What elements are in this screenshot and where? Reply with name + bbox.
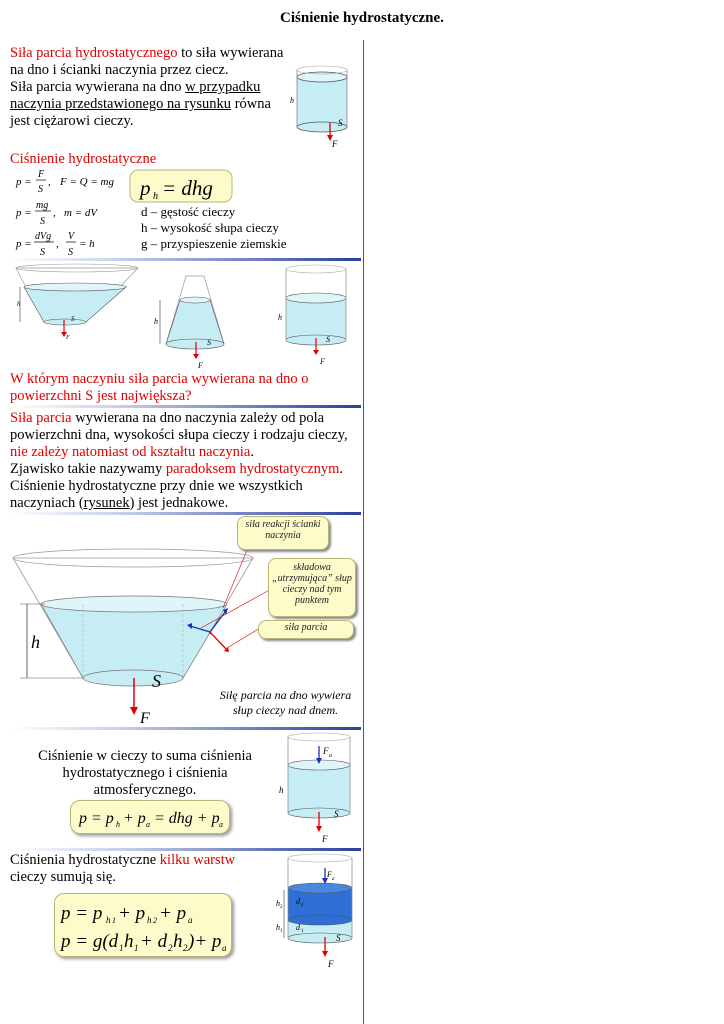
svg-text:h: h xyxy=(278,313,282,322)
svg-text:= dhg: = dhg xyxy=(162,176,213,200)
svg-text:d: d xyxy=(296,897,300,906)
question-line: powierzchni S jest największa? xyxy=(10,388,192,404)
definition-g: g – przyspieszenie ziemskie xyxy=(141,236,287,251)
svg-text:F: F xyxy=(198,361,203,370)
svg-text:h: h xyxy=(147,915,152,925)
svg-text:a: a xyxy=(188,915,193,925)
svg-text:p = p: p = p xyxy=(61,903,103,924)
section-paradoks xyxy=(10,410,365,512)
svg-text:a: a xyxy=(332,877,335,882)
heading-cisnienie: Ciśnienie hydrostatyczne xyxy=(10,151,157,167)
svg-text:+ p: + p xyxy=(118,903,146,924)
label-S: S xyxy=(152,671,161,691)
text: ) jest jednakowe. xyxy=(129,495,229,511)
svg-text:F: F xyxy=(323,746,329,756)
svg-text:h: h xyxy=(153,191,158,202)
underlined-text: w przypadku xyxy=(185,79,261,95)
text: Siła parcia wywierana na dno xyxy=(10,79,186,95)
svg-text:p = p: p = p xyxy=(79,810,114,827)
svg-text:h: h xyxy=(173,931,183,952)
callout-vertical-component: składowa „utrzymująca” słup cieczy nad tym punktem xyxy=(268,558,356,617)
svg-text:1: 1 xyxy=(134,943,139,953)
svg-text:h: h xyxy=(154,317,158,326)
svg-text:F: F xyxy=(66,335,70,341)
definition-h: h – wysokość słupa cieczy xyxy=(141,220,279,235)
svg-text:S: S xyxy=(68,247,73,258)
svg-text:2: 2 xyxy=(168,943,173,953)
svg-text:2: 2 xyxy=(183,943,188,953)
svg-text:V: V xyxy=(68,231,75,242)
svg-text:1: 1 xyxy=(280,929,283,934)
svg-text:a: a xyxy=(222,943,227,953)
svg-text:h: h xyxy=(17,300,21,308)
text: Ciśnienie w cieczy to suma ciśnienia xyxy=(38,748,252,764)
svg-text:a: a xyxy=(219,820,223,829)
red-term: Siła parcia xyxy=(10,410,72,426)
callout-reaction-force: siła reakcji ścianki naczynia xyxy=(237,516,329,550)
svg-text:a: a xyxy=(329,753,332,759)
underlined-text: rysunek xyxy=(83,495,130,511)
diagram-caption: Siłę parcia na dno wywiera słup cieczy nad dnem. xyxy=(219,688,352,717)
svg-text:F: F xyxy=(327,870,332,879)
svg-text:mg: mg xyxy=(36,200,49,211)
svg-text:h: h xyxy=(276,923,280,932)
cylinder-atmospheric-diagram xyxy=(272,730,362,848)
svg-text:S: S xyxy=(71,315,75,323)
text: . xyxy=(339,461,343,477)
svg-text:= dhg + p: = dhg + p xyxy=(154,810,220,827)
svg-text:S: S xyxy=(338,118,343,128)
svg-text:S: S xyxy=(334,809,339,819)
svg-text:h: h xyxy=(116,820,120,829)
red-term: kilku warstw xyxy=(159,852,236,868)
svg-text:p =: p = xyxy=(16,176,32,188)
text: na dno i ścianki naczynia przez ciecz. xyxy=(10,62,229,78)
text: wywierana na dno naczynia zależy od pola xyxy=(71,410,325,426)
svg-text:h: h xyxy=(290,96,294,105)
svg-text:2: 2 xyxy=(280,905,283,910)
text: . xyxy=(250,444,254,460)
svg-text:h: h xyxy=(279,785,284,795)
definition-d: d – gęstość cieczy xyxy=(141,204,236,219)
text: powierzchni dna, wysokości słupa cieczy i rodzaju cieczy, xyxy=(10,427,348,443)
svg-text:2: 2 xyxy=(153,916,157,925)
text: jest ciężarowi cieczy. xyxy=(10,113,134,129)
formula-layers xyxy=(54,893,232,957)
svg-text:S: S xyxy=(326,335,330,344)
svg-text:,: , xyxy=(56,238,59,250)
section-separator xyxy=(10,405,361,408)
symbol-definitions xyxy=(141,204,286,252)
svg-text:p = g(d: p = g(d xyxy=(61,931,119,952)
svg-text:F = Q = mg: F = Q = mg xyxy=(60,176,114,188)
formula-total-pressure xyxy=(70,800,230,834)
svg-text:F: F xyxy=(328,959,334,969)
text: Zjawisko takie nazywamy xyxy=(10,461,166,477)
column-divider xyxy=(363,40,364,1024)
svg-text:S: S xyxy=(38,184,43,195)
svg-text:= h: = h xyxy=(79,238,95,250)
svg-text:,: , xyxy=(48,176,51,188)
svg-text:h: h xyxy=(276,899,280,908)
svg-text:+ d: + d xyxy=(140,931,168,952)
label-h: h xyxy=(31,632,40,652)
svg-text:p: p xyxy=(140,176,151,200)
red-term: paradoksem hydrostatycznym xyxy=(165,461,340,477)
text: Ciśnienie hydrostatyczne przy dnie we wszystkich xyxy=(10,478,303,494)
section-atmospheric xyxy=(10,748,280,799)
svg-text:+ p: + p xyxy=(159,903,187,924)
text: cieczy sumują się. xyxy=(10,869,116,885)
svg-text:a: a xyxy=(146,820,150,829)
question-line: W którym naczyniu siła parcia wywierana na dno o xyxy=(10,371,309,387)
svg-text:S: S xyxy=(207,338,211,347)
section-layers xyxy=(10,852,280,886)
text: to siła wywierana xyxy=(177,45,284,61)
svg-text:2: 2 xyxy=(301,903,304,908)
svg-text:h: h xyxy=(106,915,111,925)
text: równa xyxy=(231,96,271,112)
svg-text:F: F xyxy=(38,169,45,180)
svg-text:1: 1 xyxy=(301,929,304,934)
svg-text:S: S xyxy=(40,247,45,258)
cylinder-diagram-1 xyxy=(285,65,360,150)
text: naczyniach ( xyxy=(10,495,84,511)
svg-text:p =: p = xyxy=(16,207,32,219)
svg-text:m = dV: m = dV xyxy=(64,207,98,219)
svg-text:S: S xyxy=(336,933,341,943)
svg-text:1: 1 xyxy=(119,943,124,953)
svg-text:,: , xyxy=(53,207,56,219)
svg-text:F: F xyxy=(322,834,328,844)
svg-text:)+ p: )+ p xyxy=(188,931,222,952)
section-separator xyxy=(10,512,361,515)
svg-text:F: F xyxy=(320,357,325,366)
section-separator xyxy=(10,258,361,261)
svg-text:p =: p = xyxy=(16,238,32,250)
svg-text:S: S xyxy=(40,216,45,227)
text: hydrostatycznego i ciśnienia xyxy=(62,765,228,781)
text: atmosferycznego. xyxy=(93,782,197,798)
svg-text:+ p: + p xyxy=(123,810,146,827)
text: Ciśnienia hydrostatyczne xyxy=(10,852,160,868)
svg-text:1: 1 xyxy=(112,916,116,925)
three-vessels-diagram xyxy=(8,262,360,372)
question xyxy=(10,371,360,405)
layered-cylinder-diagram xyxy=(270,850,362,975)
svg-text:F: F xyxy=(332,139,338,149)
svg-text:d: d xyxy=(296,923,300,932)
red-term: nie zależy natomiast od kształtu naczynia xyxy=(10,444,251,460)
callout-sila-parcia: siła parcia xyxy=(258,620,354,639)
svg-text:dVg: dVg xyxy=(35,231,52,242)
label-F: F xyxy=(140,710,150,727)
svg-text:h: h xyxy=(124,931,134,952)
underlined-text: naczynia przedstawionego na rysunku xyxy=(10,96,232,112)
term-sila-parcia: Siła parcia hydrostatycznego xyxy=(10,45,178,61)
page-title: Ciśnienie hydrostatyczne. xyxy=(280,10,444,26)
